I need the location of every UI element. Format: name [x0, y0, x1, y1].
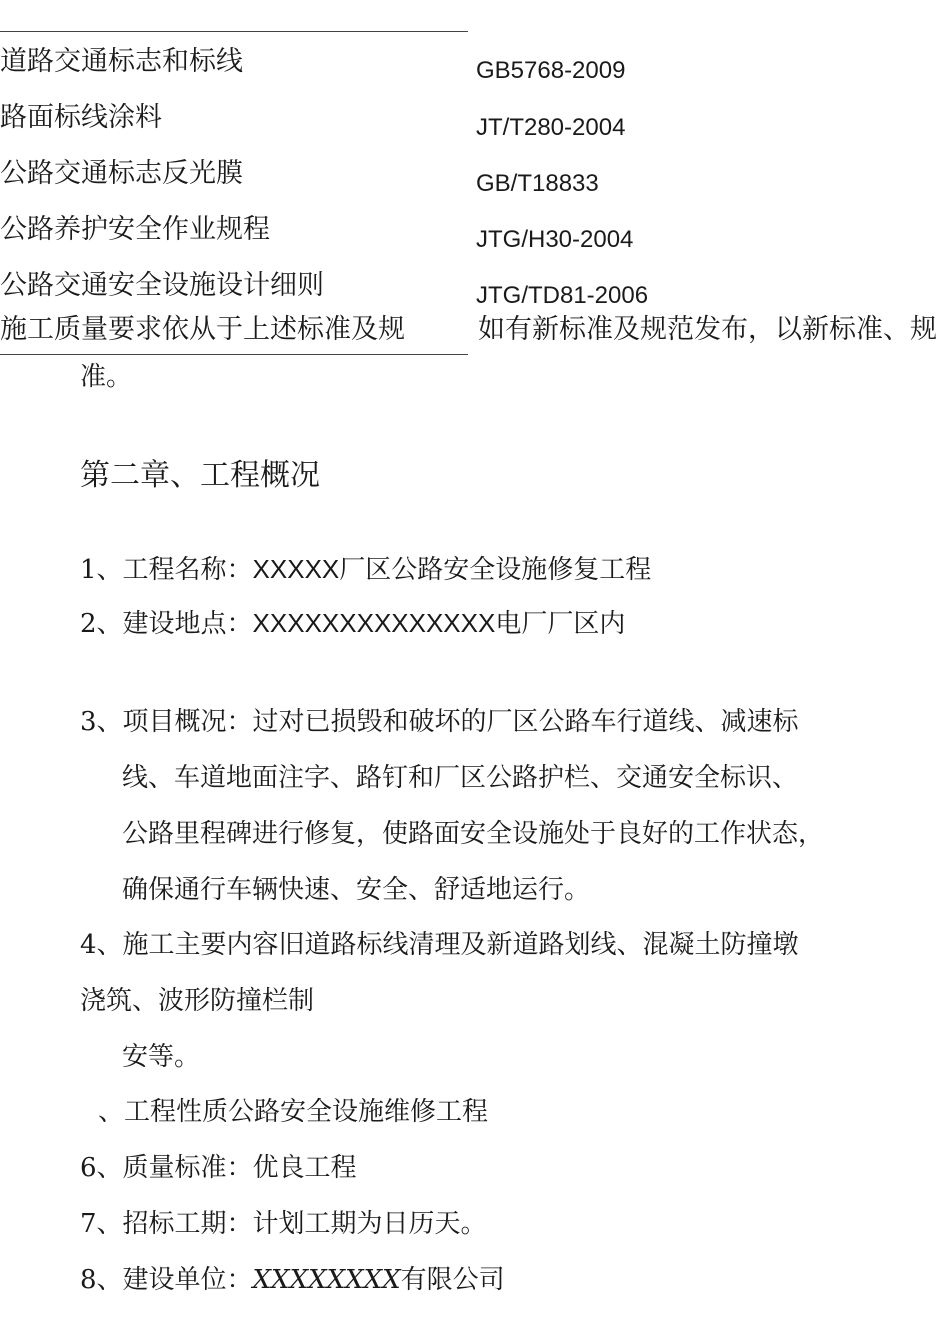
- item-label: 1、工程名称：: [80, 555, 253, 585]
- standard-name: 道路交通标志和标线: [0, 46, 243, 77]
- item-value: 有限公司: [400, 1265, 505, 1295]
- overview-line-2: 线、车道地面注字、路钉和厂区公路护栏、交通安全标识、: [122, 763, 799, 793]
- item-placeholder: XXXXX: [252, 554, 340, 584]
- chapter-title: 第二章、工程概况: [80, 458, 320, 493]
- table-bottom-rule: [0, 354, 468, 355]
- owner-line: [80, 1267, 505, 1293]
- overview-line-1: 3、项目概况：过对已损毁和破坏的厂区公路车行道线、减速标: [80, 707, 799, 737]
- item-placeholder: XXXXXXXX: [252, 1265, 401, 1295]
- quality-line: 6、质量标准：优良工程: [80, 1153, 357, 1183]
- location-line: [80, 610, 625, 637]
- project-name-line: [80, 556, 651, 583]
- standard-name: 公路交通安全设施设计细则: [0, 270, 324, 301]
- overview-line-4: 确保通行车辆快速、安全、舒适地运行。: [122, 875, 591, 905]
- item-placeholder: XXXXXXXXXXXXXX: [252, 608, 496, 638]
- standard-name: 公路交通标志反光膜: [0, 158, 243, 189]
- standard-code: GB/T18833: [476, 170, 599, 197]
- standard-code: GB5768-2009: [476, 57, 626, 84]
- standard-name: 路面标线涂料: [0, 102, 162, 133]
- note-row: [0, 312, 950, 354]
- note-left: 施工质量要求依从于上述标准及规: [0, 314, 405, 345]
- schedule-line: 7、招标工期：计划工期为日历天。: [80, 1209, 487, 1239]
- standard-code: JTG/H30-2004: [476, 226, 634, 253]
- item-label: 8、建设单位：: [80, 1265, 253, 1295]
- standard-code: JTG/TD81-2006: [476, 282, 649, 309]
- scope-line-3: 安等。: [122, 1042, 201, 1072]
- nature-line: 、工程性质公路安全设施维修工程: [98, 1097, 489, 1127]
- table-top-rule: [0, 31, 468, 32]
- overview-line-3: 公路里程碑进行修复，使路面安全设施处于良好的工作状态，: [122, 819, 825, 849]
- item-label: 2、建设地点：: [80, 609, 253, 639]
- standard-code: JT/T280-2004: [476, 114, 626, 141]
- item-value: 厂区公路安全设施修复工程: [339, 555, 652, 585]
- scope-line-1: 4、施工主要内容旧道路标线清理及新道路划线、混凝土防撞墩: [80, 930, 799, 960]
- note-right: 如有新标准及规范发布，以新标准、规: [478, 314, 937, 345]
- scope-line-2: 浇筑、波形防撞栏制: [80, 986, 315, 1016]
- note-continuation: 准。: [80, 362, 133, 392]
- item-value: 电厂厂区内: [495, 609, 626, 639]
- standard-name: 公路养护安全作业规程: [0, 214, 270, 245]
